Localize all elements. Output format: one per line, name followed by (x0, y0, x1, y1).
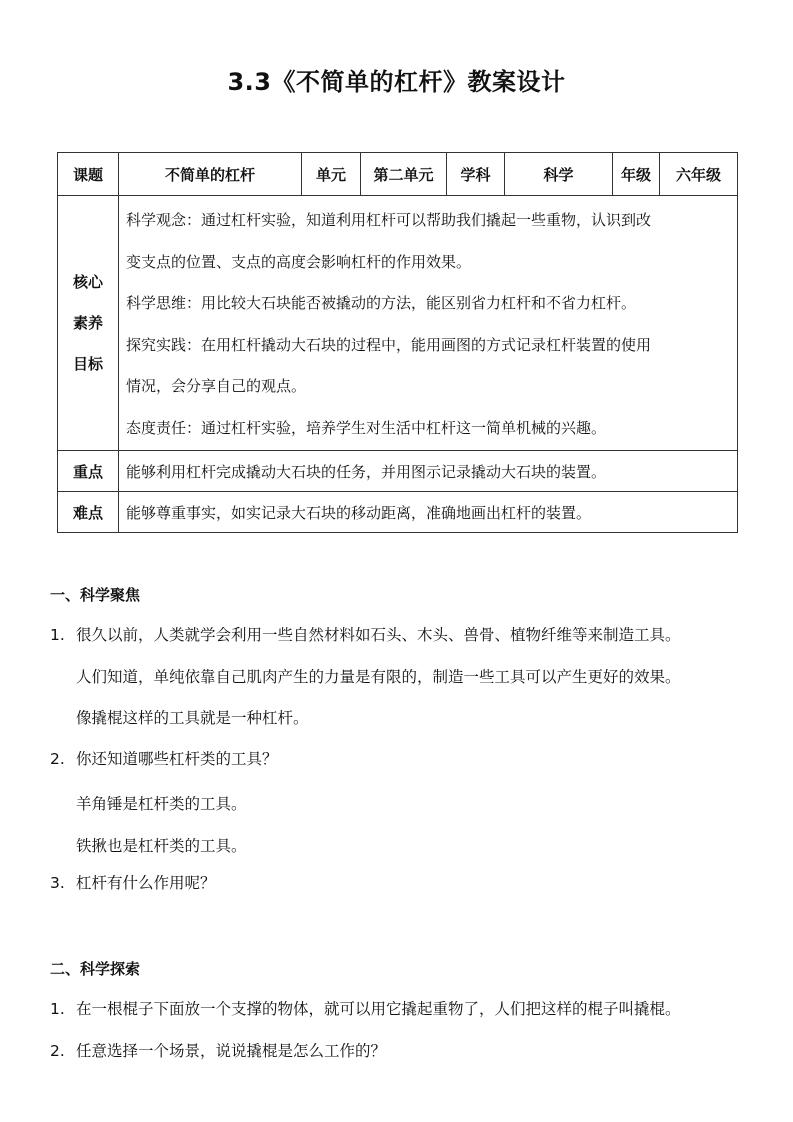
nandian-value: 能够尊重事实，如实记录大石块的移动距离，准确地画出杠杆的装置。 (119, 492, 738, 533)
goals-label-line: 素养 (72, 313, 103, 332)
goal-line: 情况，会分享自己的观点。 (126, 377, 307, 395)
document-title: 3.3《不简单的杠杆》教案设计 (227, 68, 566, 96)
list-item (50, 1031, 780, 1073)
goal-line: 探究实践：在用杠杆撬动大石块的过程中，能用画图的方式记录杠杆装置的使用 (126, 335, 652, 354)
goal-line: 科学思维：用比较大石块能否被撬动的方法，能区别省力杠杆和不省力杠杆。 (126, 294, 637, 312)
list-item-line: 在一根棍子下面放一个支撑的物体，就可以用它撬起重物了，人们把这样的棍子叫撬棍。 (76, 1000, 681, 1018)
xueke-label: 学科 (447, 153, 505, 196)
nianji-value: 六年级 (660, 153, 738, 196)
zhongdian-label: 重点 (58, 451, 119, 492)
answer-line: 羊角锤是杠杆类的工具。 (76, 795, 247, 813)
section-heading-focus: 一、科学聚焦 (50, 586, 141, 604)
list-item (50, 863, 780, 905)
goals-label-line: 核心 (72, 272, 103, 291)
list-number: 2. (50, 750, 65, 768)
goal-line: 变支点的位置、支点的高度会影响杠杆的作用效果。 (126, 252, 472, 271)
list-item-line: 人们知道，单纯依靠自己肌肉产生的力量是有限的，制造一些工具可以产生更好的效果。 (76, 667, 681, 686)
danyuan-label: 单元 (302, 153, 361, 196)
zhongdian-value: 能够利用杠杆完成撬动大石块的任务，并用图示记录撬动大石块的装置。 (119, 451, 738, 492)
goals-label-line: 目标 (72, 354, 103, 373)
list-number: 3. (50, 874, 65, 892)
danyuan-value: 第二单元 (361, 153, 447, 196)
section-heading-explore: 二、科学探索 (50, 960, 141, 978)
table-row (58, 196, 738, 451)
table-row (58, 451, 738, 492)
goal-line: 态度责任：通过杠杆实验，培养学生对生活中杠杆这一简单机械的兴趣。 (126, 418, 607, 437)
xueke-value: 科学 (505, 153, 613, 196)
nianji-label: 年级 (613, 153, 660, 196)
list-number: 2. (50, 1042, 65, 1060)
list-item (50, 615, 780, 740)
table-row (58, 492, 738, 533)
list-item-line: 像撬棍这样的工具就是一种杠杆。 (76, 709, 309, 727)
list-item-line: 任意选择一个场景，说说撬棍是怎么工作的？ (76, 1042, 387, 1060)
list-item-line: 你还知道哪些杠杆类的工具？ (76, 750, 278, 768)
table-row (58, 153, 738, 196)
keti-value: 不简单的杠杆 (119, 153, 302, 196)
list-number: 1. (50, 1000, 65, 1018)
list-item (50, 739, 780, 781)
goals-cell (119, 196, 738, 451)
keti-label: 课题 (58, 153, 119, 196)
list-number: 1. (50, 626, 65, 644)
goal-line: 科学观念：通过杠杆实验，知道利用杠杆可以帮助我们撬起一些重物，认识到改 (126, 211, 652, 229)
goals-label-cell (58, 196, 119, 451)
list-item-line: 很久以前，人类就学会利用一些自然材料如石头、木头、兽骨、植物纤维等来制造工具。 (76, 626, 681, 644)
lesson-info-table (57, 152, 738, 533)
nandian-label: 难点 (58, 492, 119, 533)
list-item-line: 杠杆有什么作用呢？ (76, 874, 216, 892)
answer-line: 铁揪也是杠杆类的工具。 (76, 837, 247, 855)
list-item (50, 989, 780, 1031)
